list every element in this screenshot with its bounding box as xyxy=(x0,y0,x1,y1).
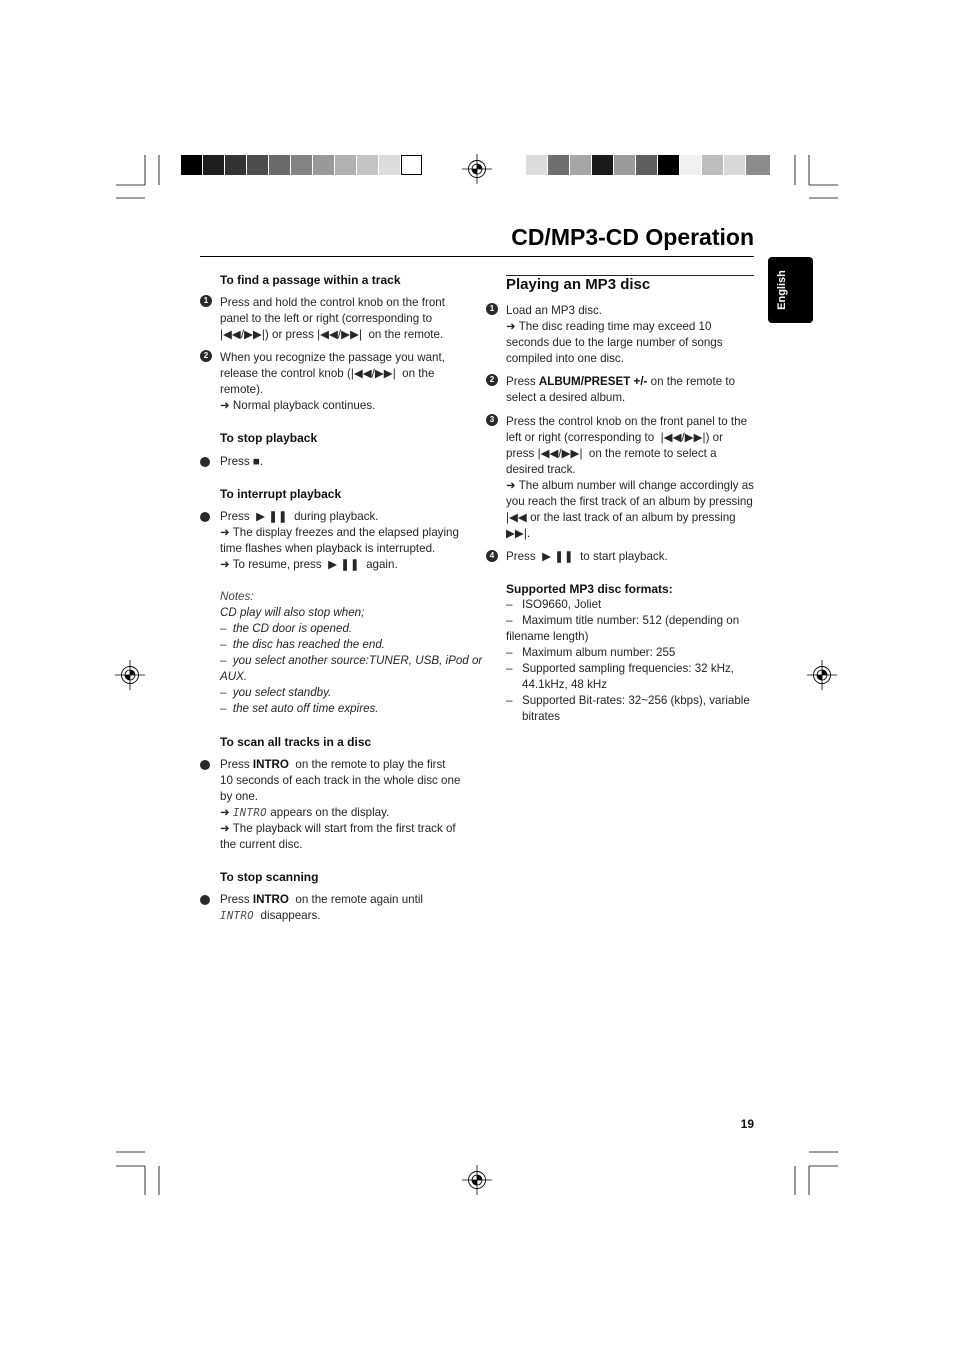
text: appears on the display. xyxy=(267,806,390,819)
step-text: Press ▶ ❚❚ to start playback. xyxy=(506,550,668,563)
list-item: filename length) xyxy=(506,630,589,643)
step-text: ▶▶|. xyxy=(506,527,531,540)
bullet xyxy=(200,760,210,770)
step-text: |◀◀/▶▶|) or press |◀◀/▶▶| on the remote. xyxy=(220,328,444,341)
key-label: INTRO xyxy=(252,893,289,906)
step-text: Press and hold the control knob on the front xyxy=(220,296,445,309)
step-text: 10 seconds of each track in the whole disc one xyxy=(220,774,461,787)
note-line: AUX. xyxy=(220,670,248,683)
step-result: ➜ The disc reading time may exceed 10 xyxy=(506,320,712,333)
notes-label: Notes: xyxy=(220,590,254,603)
step-text xyxy=(220,892,423,908)
crop-mark-top-left xyxy=(116,155,159,198)
color-bar-left xyxy=(181,155,423,175)
text: on the remote again until xyxy=(288,893,423,906)
list-dash: – xyxy=(506,694,513,707)
section-heading-find-passage: To find a passage within a track xyxy=(220,273,401,287)
color-swatch xyxy=(548,155,569,175)
list-dash: – xyxy=(506,646,513,659)
step-text: remote). xyxy=(220,383,264,396)
list-item: 44.1kHz, 48 kHz xyxy=(522,678,608,691)
section-heading-stop-scanning: To stop scanning xyxy=(220,870,319,884)
step-text: by one. xyxy=(220,790,259,803)
step-text: select a desired album. xyxy=(506,391,626,404)
registration-mark-left xyxy=(115,660,145,690)
color-swatch xyxy=(335,155,356,175)
color-swatch xyxy=(702,155,723,175)
key-label: INTRO xyxy=(252,758,289,771)
color-swatch xyxy=(401,155,422,175)
display-text: INTRO xyxy=(232,807,268,819)
step-result: ➜ Normal playback continues. xyxy=(220,399,376,412)
step-text: Press ■. xyxy=(220,455,264,468)
note-line: – you select another source:TUNER, USB, iPod or xyxy=(220,654,483,667)
step-number: 2 xyxy=(200,350,212,362)
step-text: Press ▶ ❚❚ during playback. xyxy=(220,510,379,523)
bullet xyxy=(200,512,210,522)
color-swatch xyxy=(357,155,378,175)
step-text xyxy=(220,908,321,924)
list-item: Supported Bit-rates: 32~256 (kbps), variable xyxy=(522,694,750,707)
step-text: panel to the left or right (corresponding to xyxy=(220,312,433,325)
step-text: compiled into one disc. xyxy=(506,352,624,365)
crop-mark-top-right xyxy=(795,155,838,198)
list-dash: – xyxy=(506,662,513,675)
color-swatch xyxy=(203,155,224,175)
step-number: 2 xyxy=(486,374,498,386)
step-text: left or right (corresponding to |◀◀/▶▶|) or xyxy=(506,431,723,444)
step-text xyxy=(506,374,735,390)
color-swatch xyxy=(181,155,202,175)
text: Press xyxy=(220,893,253,906)
registration-mark-right xyxy=(807,660,837,690)
note-line: – the CD door is opened. xyxy=(220,622,353,635)
step-number: 3 xyxy=(486,414,498,426)
list-dash: – xyxy=(506,614,513,627)
color-swatch xyxy=(592,155,613,175)
step-text: time flashes when playback is interrupted. xyxy=(220,542,436,555)
note-line: – the disc has reached the end. xyxy=(220,638,386,651)
note-line: – the set auto off time expires. xyxy=(220,702,379,715)
text: Press xyxy=(220,758,253,771)
text: on the remote to play the first xyxy=(288,758,446,771)
color-swatch xyxy=(746,155,770,175)
list-dash: – xyxy=(506,598,513,611)
step-result: ➜ The display freezes and the elapsed playing xyxy=(220,526,459,539)
color-swatch xyxy=(379,155,400,175)
step-number: 4 xyxy=(486,550,498,562)
color-swatch xyxy=(291,155,312,175)
step-text: Load an MP3 disc. xyxy=(506,304,603,317)
page-number: 19 xyxy=(740,1117,754,1131)
step-text: |◀◀ or the last track of an album by pressing xyxy=(506,511,736,524)
step-result: ➜ The album number will change accordingly as xyxy=(506,479,754,492)
color-swatch xyxy=(724,155,745,175)
registration-mark-bottom xyxy=(462,1165,492,1195)
registration-mark-top xyxy=(462,154,492,184)
step-result: ➜ The playback will start from the first track of xyxy=(220,822,456,835)
step-text xyxy=(220,757,446,773)
step-text: press |◀◀/▶▶| on the remote to select a xyxy=(506,447,717,460)
color-swatch xyxy=(269,155,290,175)
text: disappears. xyxy=(254,909,321,922)
step-result xyxy=(220,805,389,821)
list-item: Supported sampling frequencies: 32 kHz, xyxy=(522,662,735,675)
title-rule xyxy=(200,256,754,257)
bullet xyxy=(200,895,210,905)
crop-mark-bottom-right xyxy=(795,1152,838,1195)
section-heading-interrupt-playback: To interrupt playback xyxy=(220,487,342,501)
arrow: ➜ xyxy=(220,806,233,819)
text: on the remote to xyxy=(647,375,736,388)
step-text: the current disc. xyxy=(220,838,303,851)
color-swatch xyxy=(636,155,657,175)
step-text: release the control knob (|◀◀/▶▶| on the xyxy=(220,367,435,380)
color-swatch xyxy=(247,155,268,175)
color-swatch xyxy=(614,155,635,175)
key-label: ALBUM/PRESET +/- xyxy=(538,375,648,388)
color-swatch xyxy=(526,155,547,175)
crop-mark-bottom-left xyxy=(116,1152,159,1195)
color-swatch xyxy=(680,155,701,175)
step-text: Press the control knob on the front panel to the xyxy=(506,415,748,428)
section-heading-stop-playback: To stop playback xyxy=(220,431,318,445)
color-swatch xyxy=(225,155,246,175)
step-number: 1 xyxy=(200,295,212,307)
step-text: you reach the first track of an album by pressing xyxy=(506,495,753,508)
color-bar-right xyxy=(526,155,771,175)
list-item: bitrates xyxy=(522,710,561,723)
step-text: seconds due to the large number of songs xyxy=(506,336,723,349)
note-line: – you select standby. xyxy=(220,686,332,699)
step-result: ➜ To resume, press ▶ ❚❚ again. xyxy=(220,558,398,571)
language-tab-label: English xyxy=(776,270,788,310)
note-line: CD play will also stop when; xyxy=(220,606,365,619)
step-text: desired track. xyxy=(506,463,576,476)
page-title: CD/MP3-CD Operation xyxy=(511,224,754,250)
section-heading-mp3: Playing an MP3 disc xyxy=(506,276,651,293)
section-heading-formats: Supported MP3 disc formats: xyxy=(506,582,673,596)
step-number: 1 xyxy=(486,303,498,315)
list-item: ISO9660, Joliet xyxy=(522,598,602,611)
display-text: INTRO xyxy=(220,910,255,922)
step-text: When you recognize the passage you want, xyxy=(220,351,445,364)
section-heading-scan-tracks: To scan all tracks in a disc xyxy=(220,735,372,749)
bullet xyxy=(200,457,210,467)
color-swatch xyxy=(570,155,591,175)
language-tab xyxy=(768,257,813,323)
text: Press xyxy=(506,375,539,388)
color-swatch xyxy=(658,155,679,175)
color-swatch xyxy=(313,155,334,175)
list-item: Maximum title number: 512 (depending on xyxy=(522,614,740,627)
list-item: Maximum album number: 255 xyxy=(522,646,676,659)
